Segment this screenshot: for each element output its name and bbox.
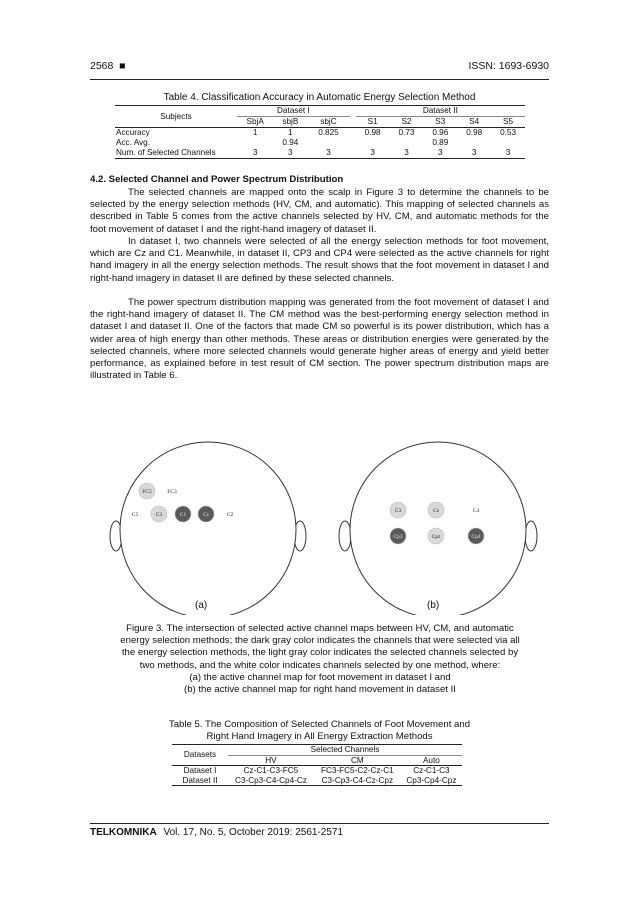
electrode-label: Cp4 xyxy=(471,534,481,540)
table5-col-header: CM xyxy=(314,755,401,766)
section-title: 4.2. Selected Channel and Power Spectrum Distribution xyxy=(90,174,344,185)
panel-b-label: (b) xyxy=(427,600,440,611)
electrode-label: Cz xyxy=(202,512,210,518)
table4-col-header: S2 xyxy=(390,117,424,128)
table4-col-header: sbjB xyxy=(273,117,307,128)
electrode-label: C4 xyxy=(472,508,480,514)
electrode-label: C2 xyxy=(226,512,234,518)
electrode-label: Cp3 xyxy=(393,534,403,540)
page-header xyxy=(90,60,126,72)
table4-dataset2-header: Dataset II xyxy=(356,106,525,117)
electrode-label: FC5 xyxy=(142,489,152,495)
table-row: Num. of Selected Channels 3 3 3 3 3 3 3 3 xyxy=(115,148,525,159)
footer-rule xyxy=(90,823,549,824)
issn: ISSN: 1693-6930 xyxy=(468,60,549,72)
table5 xyxy=(172,744,462,786)
electrode-label: C5 xyxy=(131,512,139,518)
table4-subjects-header: Subjects xyxy=(115,106,237,128)
citation: Vol. 17, No. 5, October 2019: 2561-2571 xyxy=(163,827,344,838)
figure3 xyxy=(100,440,540,615)
journal-name: TELKOMNIKA xyxy=(90,827,157,838)
table5-group-header: Selected Channels xyxy=(228,745,462,756)
table4-col-header: S1 xyxy=(356,117,390,128)
paragraph: The selected channels are mapped onto the scalp in Figure 3 to determine the channels to be selected by the energy selection methods (HV, CM, and automatic). This mapping of selected channels as described in Table 5 comes from the active channels selected by HV, CM, and automatic methods for the foot movement of dataset I and the right-hand imagery of dataset II. xyxy=(90,187,549,235)
electrode-label: C1 xyxy=(179,512,187,518)
table4-col-header: SbjA xyxy=(237,117,273,128)
electrode-label: C3 xyxy=(155,512,163,518)
electrode-label: Cz xyxy=(432,508,440,514)
header-marker: ■ xyxy=(119,60,126,72)
table4-dataset1-header: Dataset I xyxy=(237,106,350,117)
table4-col-header: S3 xyxy=(423,117,457,128)
table4-col-header: sbjC xyxy=(307,117,349,128)
table-row: Dataset I Cz-C1-C3-FC5 FC3-FC5-C2-Cz-C1 Cz-C1-C3 xyxy=(183,766,450,775)
scalp-map-a xyxy=(110,442,306,615)
table-row: Accuracy 1 1 0.825 0.98 0.73 0.96 0.98 0.53 xyxy=(116,128,516,137)
electrode-label: C3 xyxy=(394,508,402,514)
electrode-label: FC3 xyxy=(167,489,177,495)
page-footer xyxy=(90,827,343,838)
paragraph: The power spectrum distribution mapping was generated from the foot movement of dataset I and the right-hand imagery of dataset II. The CM method was the best-performing energy selection method in dataset I and dataset II. One of the factors that made CM so powerful is its power distribution, which has a wider area of high energy than other methods. These areas or distribution energies were generated by the selected channels, where more selected channels would generate higher areas of energy and yield better performance, as explained before in test result of CM section. The power spectrum distribution maps are illustrated in Table 6. xyxy=(90,297,549,382)
panel-a-label: (a) xyxy=(195,600,208,611)
table4-caption: Table 4. Classification Accuracy in Automatic Energy Selection Method xyxy=(163,92,476,103)
table5-col-header: Auto xyxy=(401,755,462,766)
table5-col-header: HV xyxy=(228,755,314,766)
table5-datasets-header: Datasets xyxy=(172,745,228,766)
scalp-map-b xyxy=(339,442,537,615)
table5-caption: Table 5. The Composition of Selected Channels of Foot Movement and Right Hand Imagery in All Energy Extraction Methods xyxy=(168,719,471,743)
table4-col-header: S5 xyxy=(491,117,525,128)
table4 xyxy=(115,105,525,159)
table-row: Dataset II C3-Cp3-C4-Cp4-Cz C3-Cp3-C4-Cz-Cpz Cp3-Cp4-Cpz xyxy=(172,776,462,786)
figure3-caption: Figure 3. The intersection of selected active channel maps between HV, CM, and automatic energy selection methods; the dark gray color indicates the channels that were selected via all the energy selection methods, the light gray color indicates the selected channels selected by two methods, and the white color indicates channels selected by one method, where: (a) the active channel map for foot movement in dataset I and (b) the active channel map for right hand movement in dataset II xyxy=(120,623,520,696)
header-rule xyxy=(90,79,549,80)
page-number: 2568 xyxy=(90,60,114,72)
electrode-label: Cpz xyxy=(431,534,441,540)
table4-col-header: S4 xyxy=(457,117,491,128)
paragraph: In dataset I, two channels were selected of all the energy selection methods for foot movement, which are Cz and C1. Meanwhile, in dataset II, CP3 and CP4 were selected as the active channels for right hand imagery in all the energy selection methods. The result shows that the foot movement in dataset I and right-hand imagery in dataset II are defined by these selected channels. xyxy=(90,236,549,284)
table-row: Acc. Avg. 0.94 0.89 xyxy=(116,138,449,147)
